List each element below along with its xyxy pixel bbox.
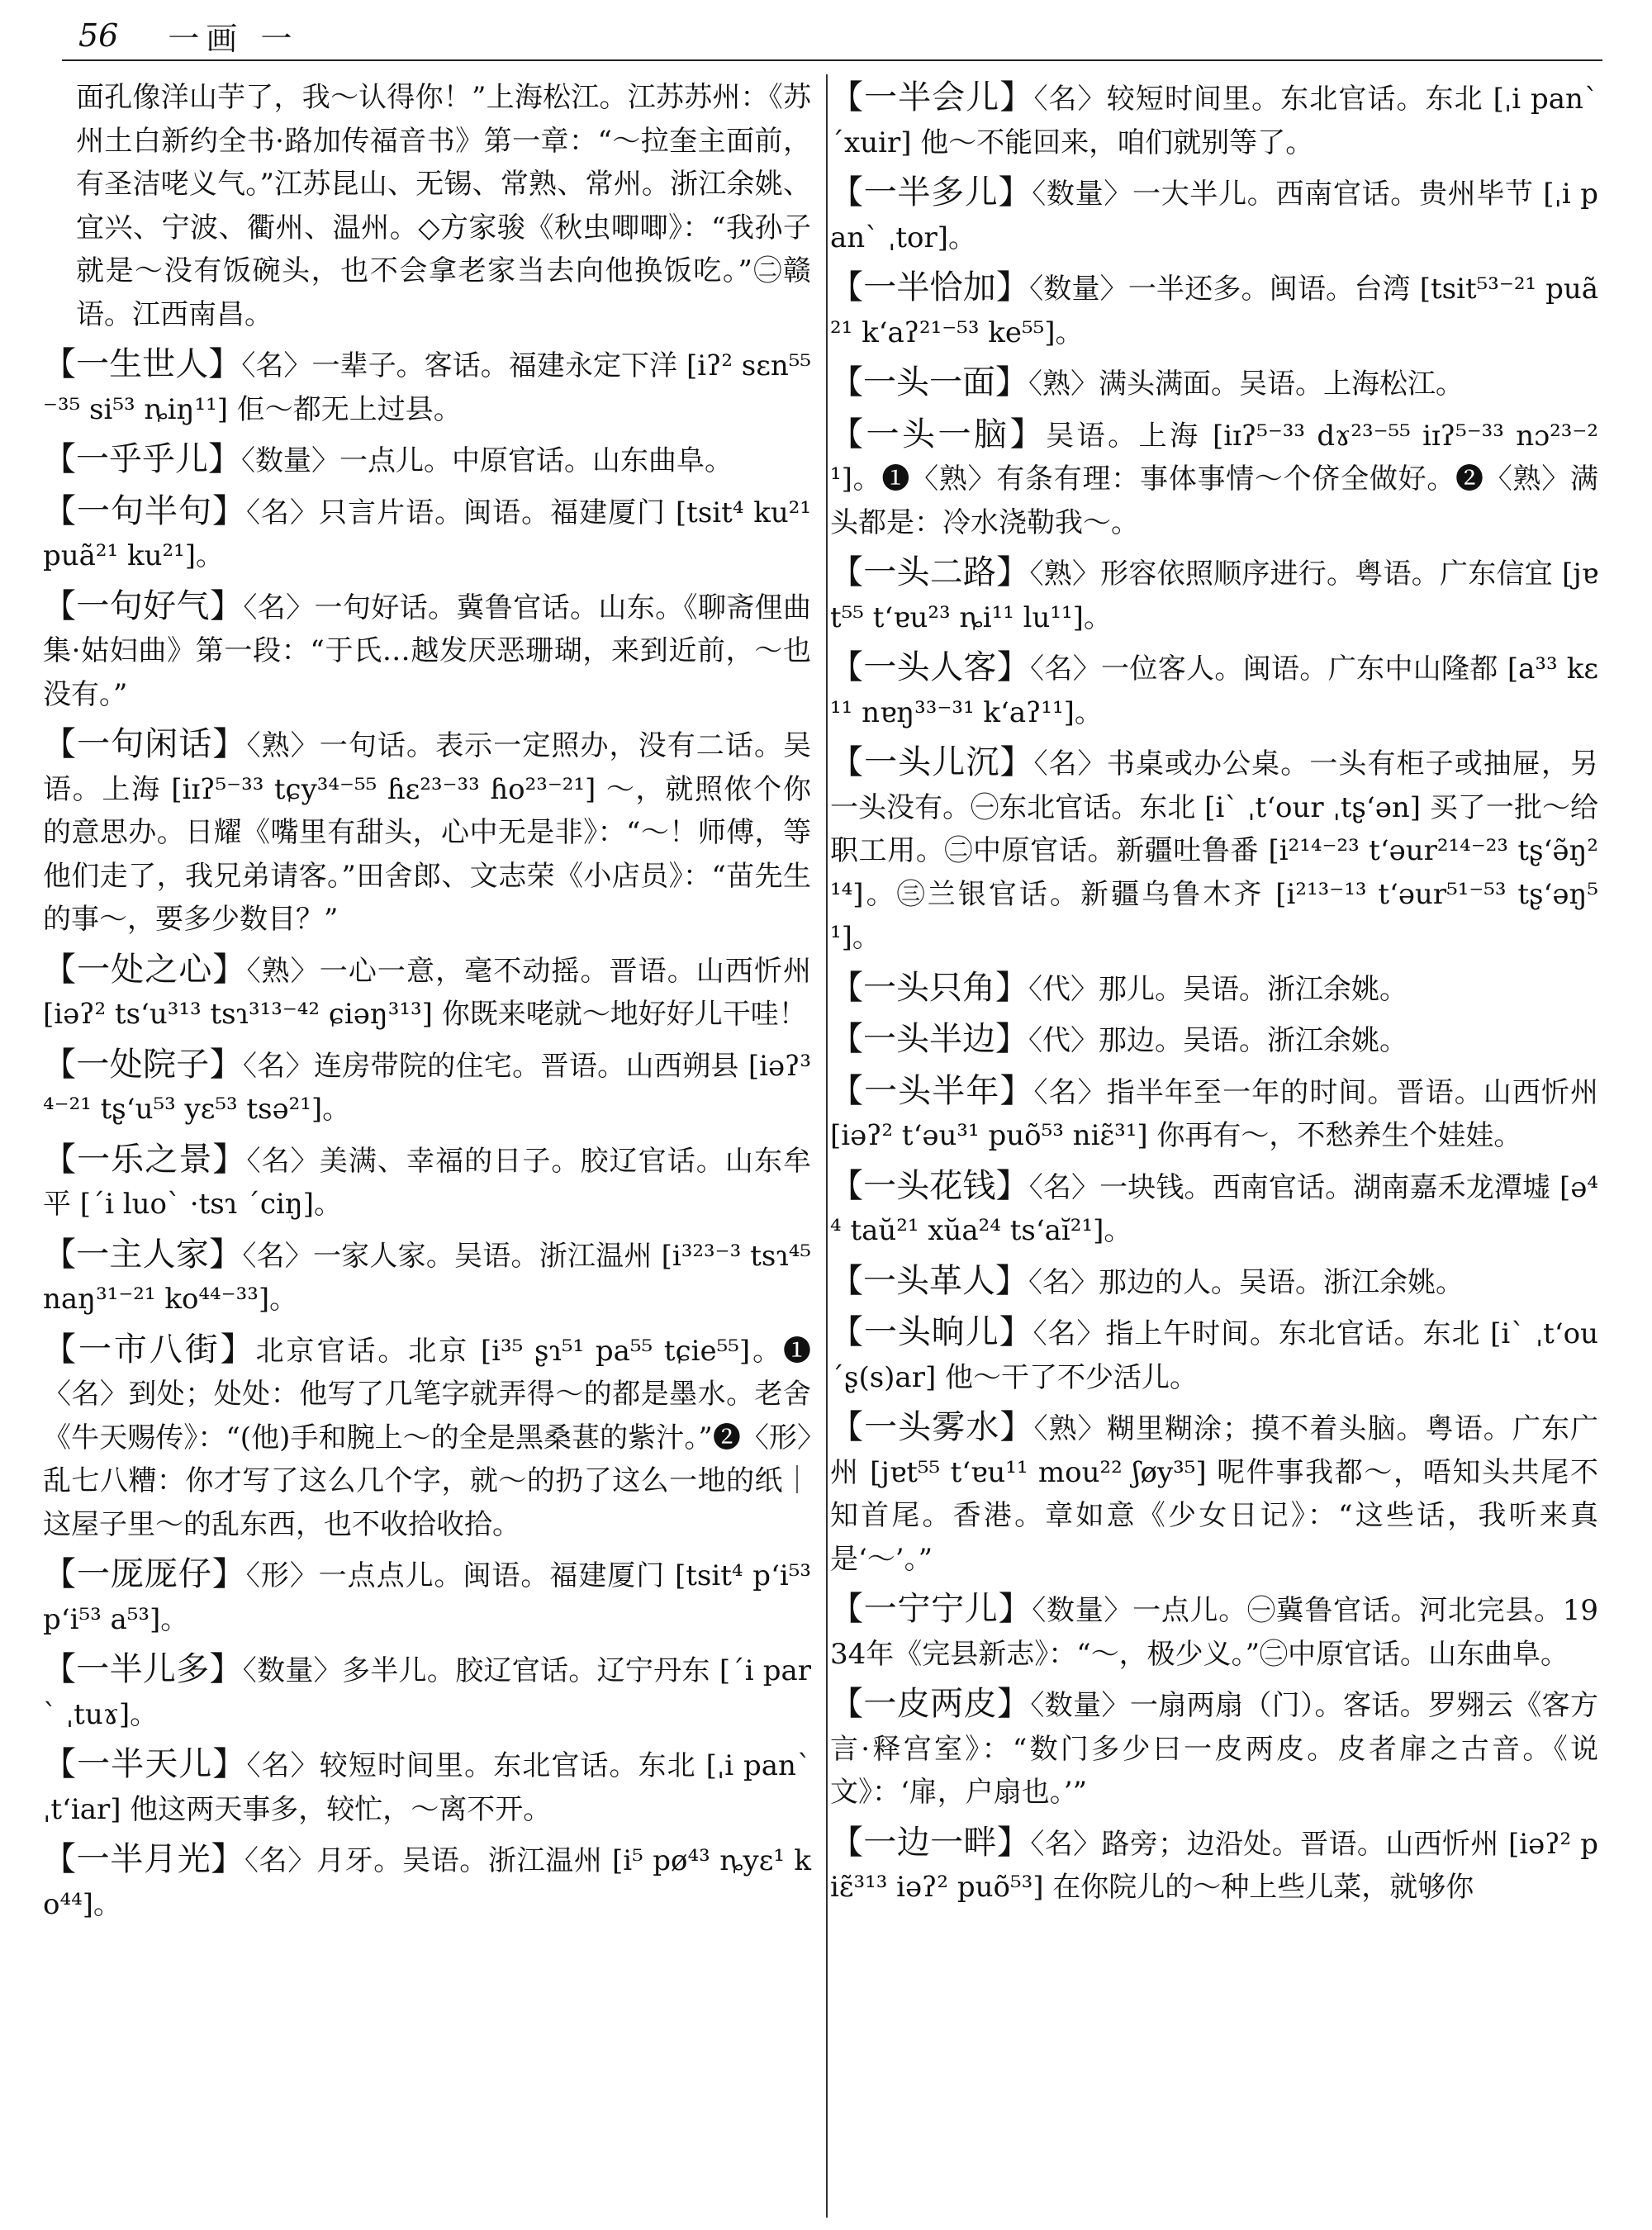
entry-headword: 【一处院子】: [43, 1045, 243, 1084]
dictionary-entry: [43, 1838, 811, 1926]
dictionary-entry: [43, 1743, 811, 1831]
dictionary-entry: [43, 1233, 811, 1321]
entry-definition: 〈熟〉糊里糊涂；摸不着头脑。粤语。广东广州 [jɐt⁵⁵ tʻɐu¹¹ mou²² ʃøy³⁵] 呢件事我都～，唔知头共尾不知首尾。香港。章如意《少女日记》：“这些话，我听来真是‘～’。”: [830, 1412, 1599, 1576]
entry-headword: 【一头半年】: [830, 1071, 1034, 1110]
dictionary-entry: [43, 1043, 811, 1132]
entry-definition: 〈数量〉多半儿。胶辽官话。辽宁丹东 [ˊi parˋ ˌtuɤ]。: [43, 1654, 812, 1731]
dictionary-entry: [43, 948, 811, 1037]
entry-definition: 北京官话。北京 [i³⁵ ʂɿ⁵¹ pa⁵⁵ tɕie⁵⁵]。❶〈名〉到处；处处：他写了几笔字就弄得～的都是墨水。老舍《牛天赐传》：“(他)手和腕上～的全是黑桑葚的紫汁。”❷〈形〉乱七八糟：你才写了这么几个字，就～的扔了这么一地的纸｜这屋子里～的乱东西，也不收拾收拾。: [43, 1334, 812, 1541]
entry-definition: 〈熟〉一句话。表示一定照办，没有二话。吴语。上海 [iɪʔ⁵⁻³³ tɕy³⁴⁻⁵⁵ ɦɛ²³⁻³³ ɦo²³⁻²¹] ～，就照侬个你的意思办。日耀《嘴里有甜头，心中无是非》：“～！师傅，等他们走了，我兄弟请客。”田舍郎、文志荣《小店员》：“苗先生的事～，要多少数目？”: [43, 729, 812, 936]
entry-headword: 【一头晌儿】: [830, 1313, 1033, 1351]
dictionary-entry: [830, 171, 1598, 259]
section-title: 一画 一: [168, 20, 299, 57]
entry-definition: 〈名〉路旁；边沿处。晋语。山西忻州 [iəʔ² piɛ̃³¹³ iəʔ² puõ⁵³] 在你院儿的～种上些儿菜，就够你: [830, 1827, 1599, 1904]
dictionary-entry: [43, 1648, 811, 1736]
entry-definition: 〈形〉一点点儿。闽语。福建厦门 [tsit⁴ pʻi⁵³ pʻi⁵³ a⁵³]。: [43, 1559, 812, 1636]
entry-headword: 【一乎乎儿】: [43, 440, 241, 478]
entry-headword: 【一厐厐仔】: [43, 1555, 246, 1593]
entry-headword: 【一半天儿】: [43, 1745, 247, 1783]
dictionary-entry: [43, 343, 811, 431]
dictionary-entry: [830, 966, 1598, 1012]
page-number: 56: [78, 17, 119, 54]
entry-definition: 〈熟〉满头满面。吴语。上海松江。: [1028, 368, 1464, 401]
entry-headword: 【一半会儿】: [830, 78, 1034, 116]
entry-headword: 【一市八街】: [43, 1330, 256, 1369]
entry-definition: 〈名〉指上午时间。东北官话。东北 [iˋ ˌtʻou ˊʂ(s)ar] 他～干了不少活儿。: [830, 1317, 1599, 1394]
entry-definition: 〈数量〉一点儿。㊀冀鲁官话。河北完县。1934年《完县新志》：“～，极少义。”㊁中原官话。山东曲阜。: [830, 1594, 1599, 1671]
entry-definition: 〈熟〉一心一意，毫不动摇。晋语。山西忻州 [iəʔ² tsʻu³¹³ tsɿ³¹³⁻⁴² ɕiəŋ³¹³] 你既来咾就～地好好儿干哇！: [43, 954, 812, 1031]
dictionary-entry: [830, 646, 1598, 734]
entry-definition: 〈名〉指半年至一年的时间。晋语。山西忻州 [iəʔ² tʻəu³¹ puõ⁵³ niɛ̃³¹] 你再有～，不愁养生个娃娃。: [830, 1075, 1599, 1152]
dictionary-entry: [830, 361, 1598, 406]
entry-headword: 【一头一面】: [830, 363, 1028, 401]
continued-text: 面孔像洋山芋了，我～认得你！”上海松江。江苏苏州：《苏州土白新约全书·路加传福音书》第一章：“～拉奎主面前，有圣洁咾义气。”江苏昆山、无锡、常熟、常州。浙江余姚、宜兴、宁波、衢州、温州。◇方家骏《秋虫唧唧》：“我孙子就是～没有饭碗头，也不会拿老家当去向他换饭吃。”㊁赣语。江西南昌。: [76, 81, 812, 331]
entry-definition: 〈代〉那边。吴语。浙江余姚。: [1028, 1024, 1408, 1057]
dictionary-entry: [830, 1406, 1598, 1581]
dictionary-entry: [43, 1553, 811, 1641]
entry-definition: 〈名〉月牙。吴语。浙江温州 [i⁵ pø⁴³ ȵyɛ¹ ko⁴⁴]。: [43, 1844, 812, 1921]
dictionary-entry: [830, 1070, 1598, 1158]
entry-headword: 【一头二路】: [830, 553, 1030, 591]
entry-headword: 【一边一畔】: [830, 1823, 1031, 1862]
entry-definition: 〈名〉一家人家。吴语。浙江温州 [i³²³⁻³ tsɿ⁴⁵ naŋ³¹⁻²¹ ko⁴⁴⁻³³]。: [43, 1239, 811, 1316]
entry-definition: 〈数量〉一扇两扇（门）。客话。罗翙云《客方言·释宫室》：“数门多少曰一皮两皮。皮者扉之古音。《说文》：‘扉，户扇也。’”: [830, 1689, 1599, 1809]
dictionary-entry: [830, 413, 1598, 545]
entry-definition: 吴语。上海 [iɪʔ⁵⁻³³ dɤ²³⁻⁵⁵ iɪʔ⁵⁻³³ nɔ²³⁻²¹]。❶〈熟〉有条有理：事体事情～个侪全做好。❷〈熟〉满头都是：冷水浇勒我～。: [830, 419, 1599, 539]
entry-definition: 〈名〉一块钱。西南官话。湖南嘉禾龙潭墟 [ə⁴⁴ taŭ²¹ xŭa²⁴ tsʻaĭ²¹]。: [830, 1170, 1599, 1247]
dictionary-entry: [43, 490, 811, 578]
right-column: [830, 76, 1599, 1916]
entry-headword: 【一皮两皮】: [830, 1685, 1031, 1723]
dictionary-entry: [830, 551, 1598, 639]
entry-headword: 【一头人客】: [830, 648, 1031, 686]
dictionary-entry: [830, 1587, 1598, 1676]
entry-definition: 〈名〉那边的人。吴语。浙江余姚。: [1028, 1265, 1464, 1299]
entry-definition: 〈数量〉一半还多。闽语。台湾 [tsit⁵³⁻²¹ puã²¹ kʻaʔ²¹⁻⁵³ ke⁵⁵]。: [830, 273, 1599, 349]
dictionary-entry: [43, 723, 811, 942]
entry-headword: 【一半月光】: [43, 1840, 244, 1878]
entry-headword: 【一宁宁儿】: [830, 1590, 1032, 1628]
dictionary-entry: [830, 1260, 1598, 1305]
dictionary-entry: [43, 438, 811, 483]
entry-definition: 〈名〉书桌或办公桌。一头有柜子或抽屉，另一头没有。㊀东北官话。东北 [iˋ ˌtʻour ˌtʂʻən] 买了一批～给职工用。㊁中原官话。新疆吐鲁番 [i²¹⁴⁻²³ tʻəur²¹⁴⁻²³ tʂʻə̃ŋ²¹⁴]。㊂兰银官话。新疆乌鲁木齐 [i²¹³⁻¹³ tʻəur⁵¹⁻⁵³ tʂʻəŋ⁵¹]。: [830, 747, 1599, 954]
dictionary-entry: [830, 76, 1598, 164]
left-column: [43, 76, 812, 1933]
entry-headword: 【一头革人】: [830, 1261, 1028, 1300]
entry-definition: 〈名〉一辈子。客话。福建永定下洋 [iʔ² sɛn⁵⁵⁻³⁵ si⁵³ ȵiŋ¹¹] 佢～都无上过县。: [43, 349, 812, 426]
dictionary-entry: [830, 266, 1598, 354]
entry-headword: 【一句半句】: [43, 491, 247, 530]
entry-headword: 【一半多儿】: [830, 173, 1032, 211]
entry-definition: 〈熟〉形容依照顺序进行。粤语。广东信宜 [jɐt⁵⁵ tʻɐu²³ ȵi¹¹ lu¹¹]。: [830, 558, 1599, 634]
dictionary-entry: [830, 741, 1598, 960]
entry-headword: 【一头雾水】: [830, 1408, 1034, 1446]
entry-headword: 【一主人家】: [43, 1235, 243, 1274]
entry-headword: 【一头儿沉】: [830, 743, 1034, 781]
entry-definition: 〈名〉较短时间里。东北官话。东北 [ˌi panˋ ˌtʻiar] 他这两天事多，较忙，～离不开。: [43, 1749, 811, 1826]
entry-headword: 【一头一脑】: [830, 415, 1047, 453]
header-rule: [62, 59, 1602, 61]
entry-headword: 【一半恰加】: [830, 268, 1030, 306]
page-header: [78, 15, 298, 56]
entry-definition: 〈名〉美满、幸福的日子。胶辽官话。山东牟平 [ˊi luoˋ ·tsɿ ˊciŋ]。: [43, 1144, 812, 1221]
dictionary-entry: [43, 1328, 811, 1547]
entry-headword: 【一句好气】: [43, 586, 244, 625]
entry-headword: 【一头只角】: [830, 968, 1028, 1007]
dictionary-entry: [43, 1138, 811, 1226]
entry-headword: 【一半儿多】: [43, 1650, 243, 1688]
column-divider: [826, 74, 828, 2218]
entry-headword: 【一句闲话】: [43, 725, 247, 763]
entry-definition: 〈名〉只言片语。闽语。福建厦门 [tsit⁴ ku²¹ puã²¹ ku²¹]。: [43, 496, 812, 572]
entry-definition: 〈名〉一句好话。冀鲁官话。山东。《聊斋俚曲集·姑妇曲》第一段：“于氏…越发厌恶珊瑚，来到近前，～也没有。”: [43, 591, 812, 711]
dictionary-entry: [830, 1311, 1598, 1399]
entry-definition: 〈名〉连房带院的住宅。晋语。山西朔县 [iəʔ³⁴⁻²¹ tʂʻu⁵³ yɛ⁵³ tsə²¹]。: [43, 1049, 812, 1126]
dictionary-entry: [830, 1682, 1598, 1815]
entry-definition: 〈代〉那儿。吴语。浙江余姚。: [1028, 972, 1408, 1006]
entry-definition: 〈数量〉一点儿。中原官话。山东曲阜。: [241, 444, 733, 477]
dictionary-entry: [830, 1018, 1598, 1063]
dictionary-entry: [43, 585, 811, 717]
entry-headword: 【一处之心】: [43, 950, 247, 989]
entry-headword: 【一头半边】: [830, 1020, 1028, 1058]
dictionary-entry: [830, 1821, 1598, 1910]
entry-definition: 〈数量〉一大半儿。西南官话。贵州毕节 [ˌi panˋ ˌtor]。: [830, 178, 1599, 254]
dictionary-entry: [830, 1165, 1598, 1253]
entry-headword: 【一乐之景】: [43, 1140, 247, 1179]
entry-headword: 【一生世人】: [43, 345, 242, 383]
entry-headword: 【一头花钱】: [830, 1166, 1029, 1205]
entry-definition: 〈名〉一位客人。闽语。广东中山隆都 [a³³ kɛ¹¹ nɐŋ³³⁻³¹ kʻaʔ¹¹]。: [830, 652, 1599, 729]
entry-definition: 〈名〉较短时间里。东北官话。东北 [ˌi panˋ ˊxuir] 他～不能回来，咱们就别等了。: [830, 83, 1598, 159]
